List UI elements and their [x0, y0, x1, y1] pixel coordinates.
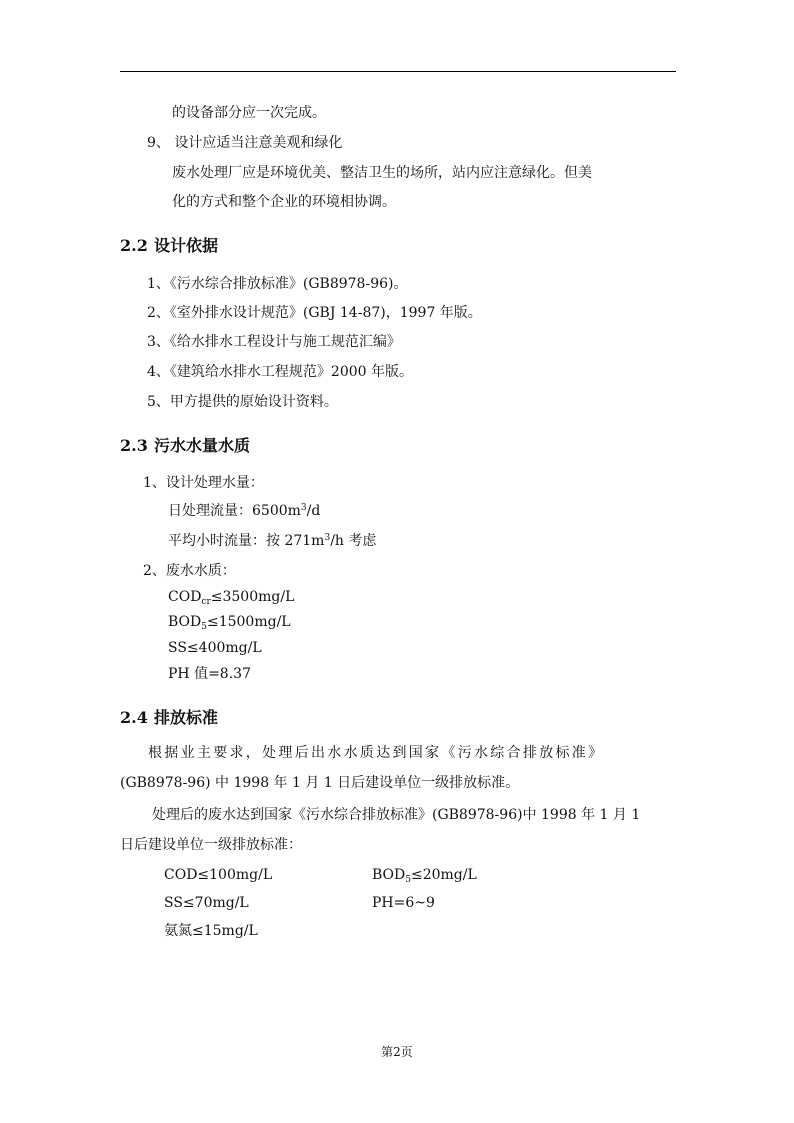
text-line: 化的方式和整个企业的环境相协调。: [172, 194, 396, 210]
influent-cod: $COD_{cr}\le 3500mg/L$: [168, 589, 295, 607]
section-number: 2.4: [120, 708, 148, 727]
list-item: 9、 设计应适当注意美观和绿化: [147, 135, 343, 151]
list-item: 5、甲方提供的原始设计资料。: [147, 394, 338, 410]
page-number: 第2页: [381, 1045, 413, 1059]
list-item: 1、设计处理水量：: [143, 475, 264, 491]
section-heading: [120, 436, 250, 456]
list-item: 2、废水水质：: [143, 563, 236, 579]
influent-ph: PH 值=8.37: [168, 666, 251, 682]
paragraph-line: 处理后的废水达到国家《污水综合排放标准》(GB8978-96)中 1998 年 1 月 1: [152, 807, 641, 823]
list-item: 2、《室外排水设计规范》(GBJ 14-87)，1997 年版。: [147, 305, 482, 321]
paragraph-line: (GB8978-96) 中 1998 年 1 月 1 日后建设单位一级排放标准。: [120, 775, 520, 791]
section-number: 2.2: [120, 236, 148, 255]
header-rule: [120, 71, 676, 72]
paragraph-line: 根据业主要求，处理后出水水质达到国家《污水综合排放标准》: [148, 745, 605, 761]
section-title: 设计依据: [154, 236, 219, 255]
flow-daily: 日处理流量：$6500m^3/d$: [168, 503, 321, 519]
influent-ss: SS≤400mg/L: [168, 640, 262, 656]
list-item: 1、《污水综合排放标准》(GB8978-96)。: [147, 276, 408, 292]
effluent-ss: SS≤70mg/L: [164, 895, 249, 911]
list-item: 3、《给水排水工程设计与施工规范汇编》: [147, 334, 401, 350]
flow-hourly: 平均小时流量：按 $271m^3/h$ 考虑: [168, 533, 377, 549]
effluent-cod: COD≤100mg/L: [164, 867, 273, 883]
section-number: 2.3: [120, 436, 148, 455]
effluent-bod: $BOD_5\le 20mg/L$: [372, 867, 477, 885]
effluent-ph: PH=6~9: [372, 895, 435, 911]
influent-bod: $BOD_5\le 1500mg/L$: [168, 614, 291, 632]
section-heading: [120, 236, 218, 256]
section-heading: [120, 708, 218, 728]
list-item: 4、《建筑给水排水工程规范》2000 年版。: [147, 364, 413, 380]
paragraph-line: 日后建设单位一级排放标准：: [120, 837, 302, 853]
text-line: 废水处理厂应是环境优美、整洁卫生的场所，站内应注意绿化。但美: [172, 165, 592, 181]
section-title: 排放标准: [154, 708, 219, 727]
text-line: 的设备部分应一次完成。: [172, 105, 326, 121]
section-title: 污水水量水质: [154, 436, 251, 455]
effluent-ammonia: 氨氮≤15mg/L: [164, 923, 258, 939]
